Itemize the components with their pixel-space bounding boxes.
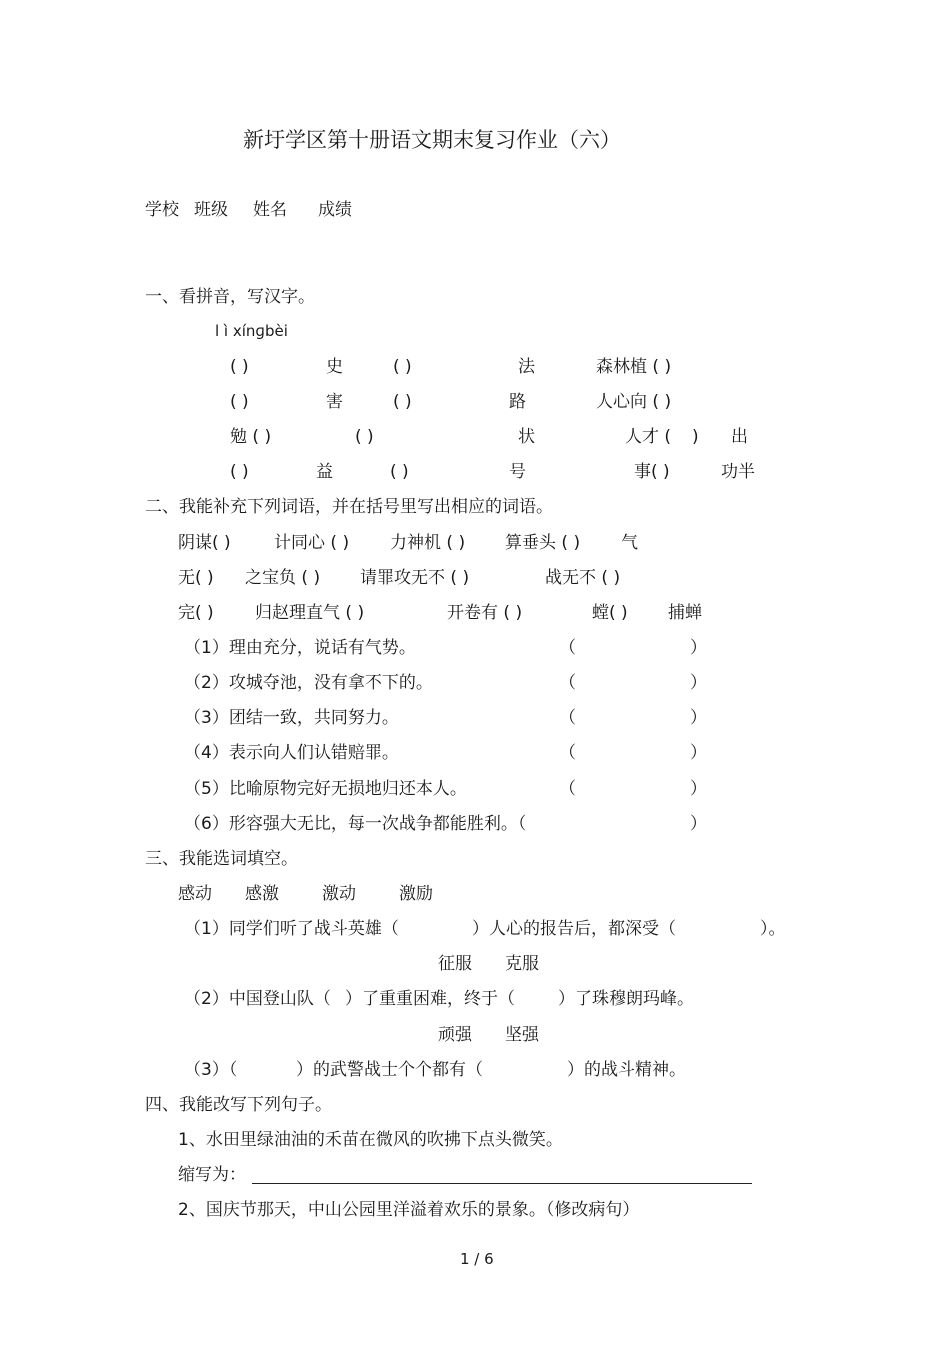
word-option: 激励: [399, 884, 433, 904]
question-part: （1）同学们听了战斗英雄（: [184, 919, 399, 939]
school-label: 学校: [145, 200, 179, 220]
cell: 归赵理直气 ( ): [255, 603, 365, 623]
cell: 状: [518, 427, 535, 447]
cell: 益: [316, 462, 333, 482]
cell: 螳( ): [592, 603, 628, 623]
word-option: 克服: [505, 954, 539, 974]
answer-line: [252, 1183, 752, 1184]
section-heading: 二、我能补充下列词语，并在括号里写出相应的词语。: [145, 497, 553, 517]
cell: 森林植 ( ): [596, 357, 672, 377]
cell: 阴谋( ): [178, 533, 231, 553]
section-heading: 三、我能选词填空。: [145, 849, 298, 869]
section-heading: 一、看拼音，写汉字。: [145, 287, 315, 307]
word-option: 征服: [438, 954, 472, 974]
page-number: 1 / 6: [460, 1250, 494, 1268]
score-label: 成绩: [318, 200, 352, 220]
cell: 人才 (: [625, 427, 672, 447]
answer-bracket-open: （: [559, 779, 576, 799]
cell: 号: [509, 462, 526, 482]
question-part: （3）（: [184, 1060, 238, 1080]
cell: 计同心 ( ): [274, 533, 350, 553]
answer-bracket-close: ）: [690, 743, 707, 763]
class-label: 班级: [194, 200, 228, 220]
question-part: ）。: [760, 919, 786, 939]
cell: 害: [326, 392, 343, 412]
question-part: ）的战斗精神。: [567, 1060, 686, 1080]
cell: 气: [621, 533, 638, 553]
word-option: 激动: [322, 884, 356, 904]
cell: ( ): [390, 462, 409, 482]
sentence-1: 1、水田里绿油油的禾苗在微风的吹拂下点头微笑。: [178, 1130, 563, 1150]
cell: 勉 ( ): [230, 427, 272, 447]
question-part: （2）中国登山队（: [184, 989, 331, 1009]
cell: 捕蝉: [668, 603, 702, 623]
word-option: 感动: [178, 884, 212, 904]
cell: 史: [326, 357, 343, 377]
answer-bracket-open: （: [559, 708, 576, 728]
cell: ( ): [230, 392, 249, 412]
answer-bracket-open: （: [559, 743, 576, 763]
word-option: 感激: [245, 884, 279, 904]
list-item: （4）表示向人们认错赔罪。: [184, 743, 399, 763]
word-option: 顽强: [438, 1025, 472, 1045]
answer-bracket-close: ）: [690, 673, 707, 693]
cell: ): [692, 427, 699, 447]
question-part: ）的武警战士个个都有（: [296, 1060, 483, 1080]
cell: 力神机 ( ): [390, 533, 466, 553]
cell: 事( ): [634, 462, 670, 482]
cell: ( ): [355, 427, 374, 447]
word-option: 坚强: [505, 1025, 539, 1045]
answer-bracket-open: （: [559, 673, 576, 693]
cell: 无( ): [178, 568, 214, 588]
cell: 完( ): [178, 603, 214, 623]
cell: 功半: [721, 462, 755, 482]
answer-bracket-close: ）: [690, 814, 707, 834]
cell: 战无不 ( ): [545, 568, 621, 588]
list-item: （3）团结一致，共同努力。: [184, 708, 399, 728]
cell: ( ): [230, 357, 249, 377]
page-title: 新圩学区第十册语文期末复习作业（六）: [243, 128, 621, 152]
list-item: （1）理由充分，说话有气势。: [184, 638, 416, 658]
cell: 之宝负 ( ): [245, 568, 321, 588]
cell: ( ): [230, 462, 249, 482]
pinyin-line: l ì xínɡbèi: [215, 322, 288, 340]
cell: 出: [731, 427, 748, 447]
cell: 法: [518, 357, 535, 377]
cell: 人心向 ( ): [596, 392, 672, 412]
rewrite-label: 缩写为：: [178, 1165, 246, 1185]
list-item: （5）比喻原物完好无损地归还本人。: [184, 779, 467, 799]
section-heading: 四、我能改写下列句子。: [145, 1095, 332, 1115]
question-part: ）人心的报告后，都深受（: [472, 919, 676, 939]
list-item: （2）攻城夺池，没有拿不下的。: [184, 673, 433, 693]
answer-bracket-close: ）: [690, 708, 707, 728]
cell: ( ): [393, 357, 412, 377]
answer-bracket-close: ）: [690, 779, 707, 799]
question-part: ）了重重困难，终于（: [345, 989, 515, 1009]
answer-bracket-close: ）: [690, 638, 707, 658]
name-label: 姓名: [253, 200, 287, 220]
cell: 请罪攻无不 ( ): [360, 568, 470, 588]
cell: 开卷有 ( ): [447, 603, 523, 623]
cell: 算垂头 ( ): [505, 533, 581, 553]
cell: ( ): [393, 392, 412, 412]
cell: 路: [509, 392, 526, 412]
list-item: （6）形容强大无比，每一次战争都能胜利。（: [184, 814, 527, 834]
sentence-2: 2、国庆节那天，中山公园里洋溢着欢乐的景象。（修改病句）: [178, 1200, 640, 1220]
question-part: ）了珠穆朗玛峰。: [558, 989, 694, 1009]
answer-bracket-open: （: [559, 638, 576, 658]
